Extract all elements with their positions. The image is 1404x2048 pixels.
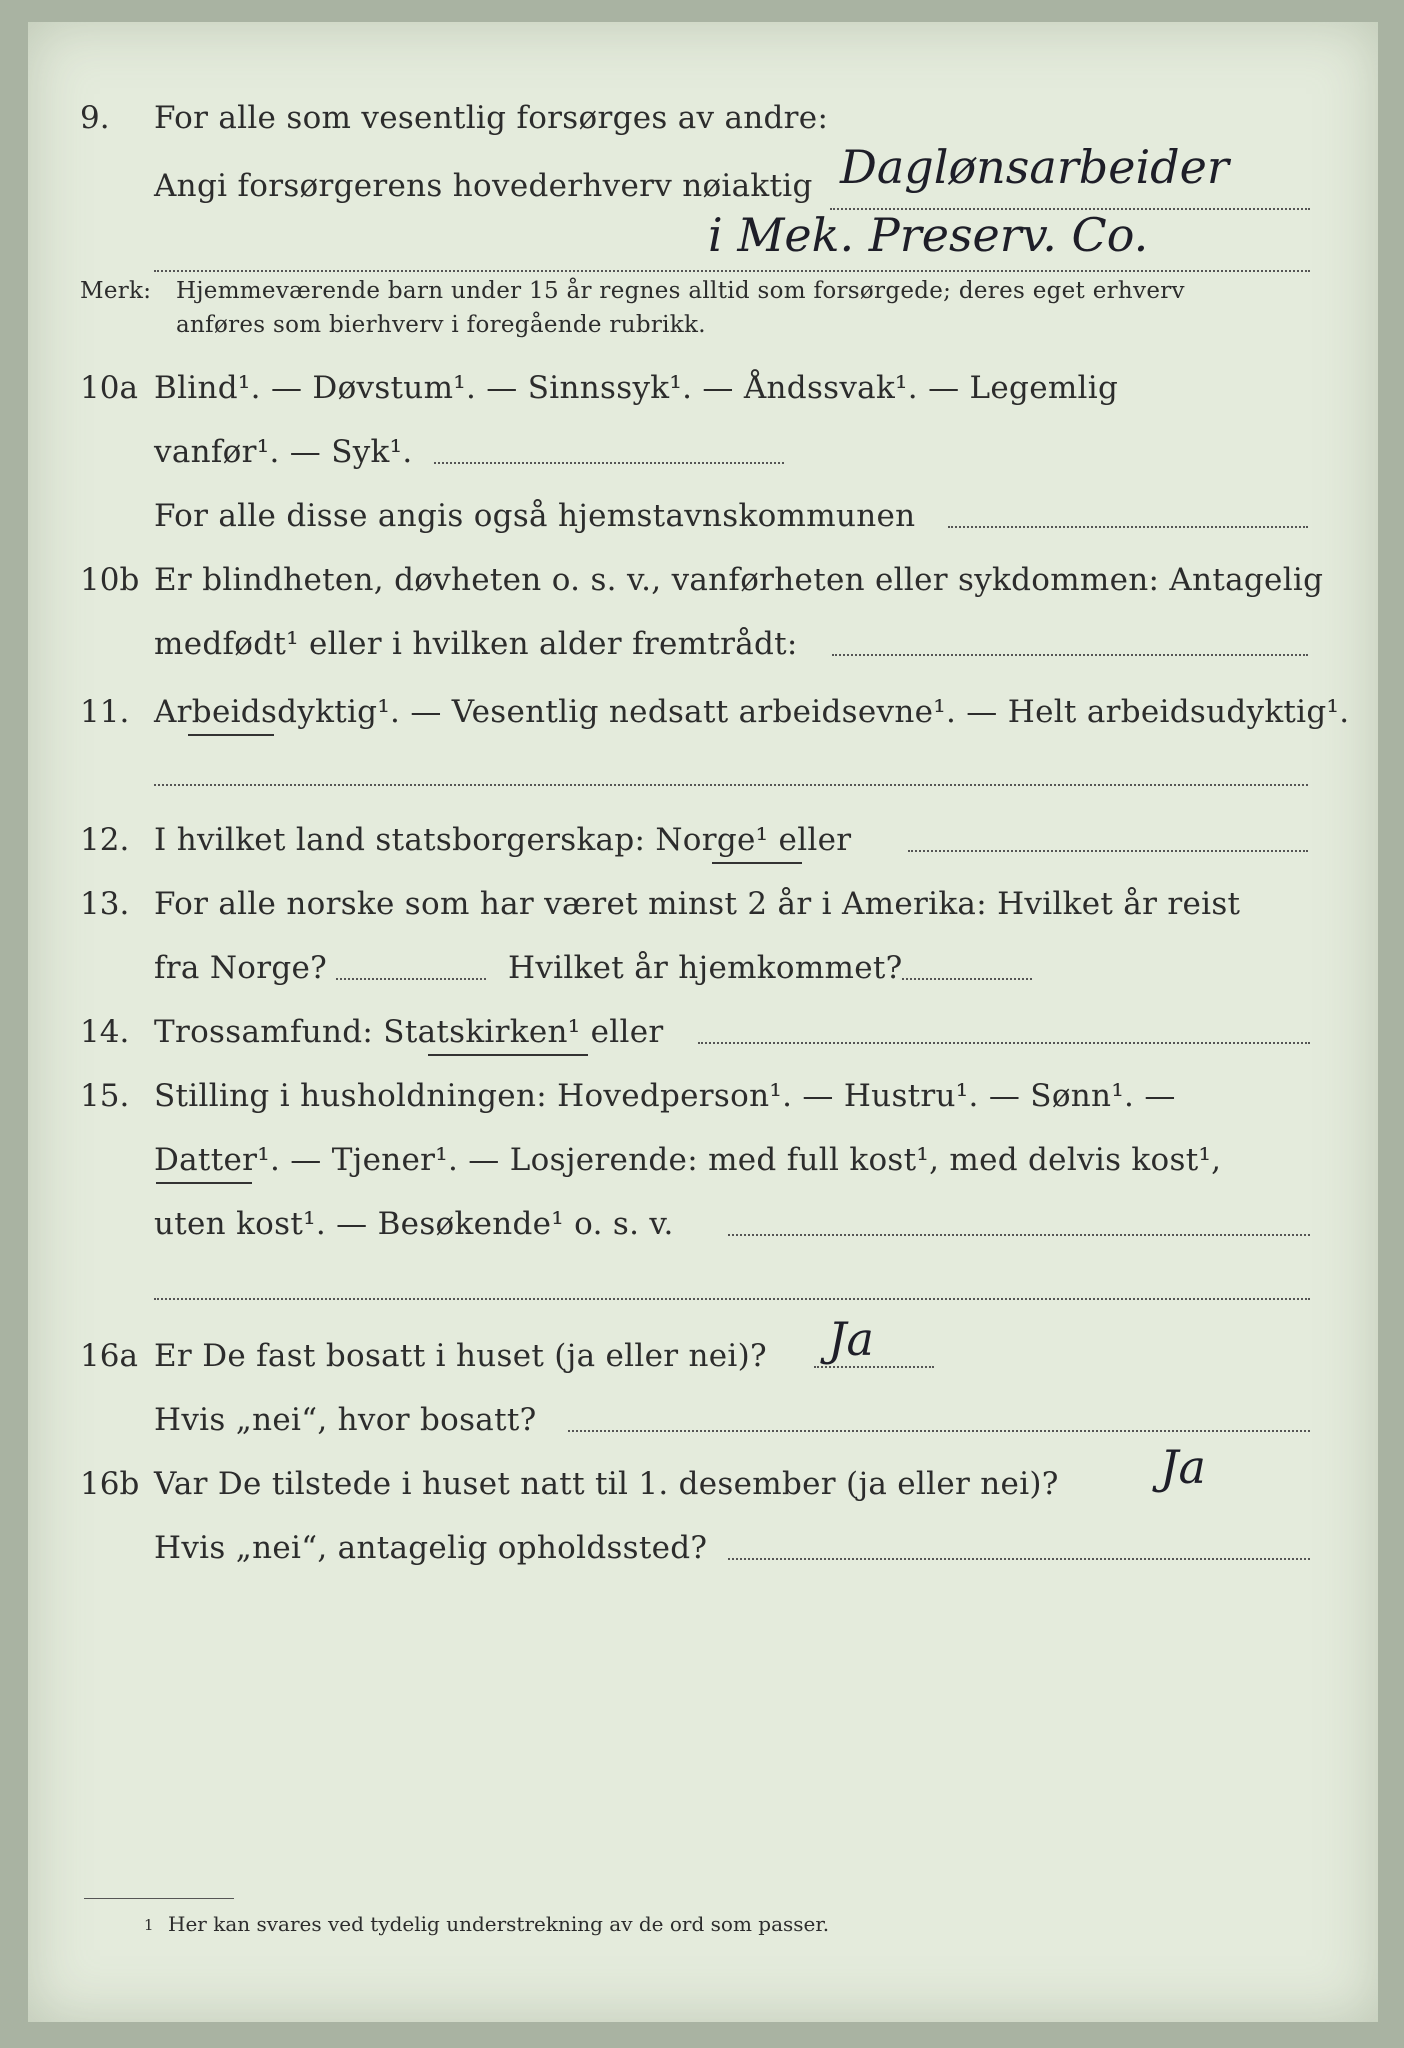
q16a-line2: Hvis „nei“, hvor bosatt? [154, 1402, 537, 1438]
q15-datter-underline [156, 1182, 252, 1184]
q13-number: 13. [80, 886, 130, 922]
q10a-line3-dots [948, 526, 1308, 528]
q10a-line2: vanfør¹. — Syk¹. [154, 434, 413, 470]
q16a-number: 16a [80, 1338, 138, 1374]
q16a-answer-handwriting: Ja [828, 1312, 874, 1366]
q11-arbeidsdyktig-underline [188, 734, 274, 736]
q10b-number: 10b [80, 562, 140, 598]
q14-answer-dots [698, 1042, 1310, 1044]
q10b-line2-dots [832, 654, 1308, 656]
q16b-line2: Hvis „nei“, antagelig opholdssted? [154, 1530, 708, 1566]
q10b-line2: medfødt¹ eller i hvilken alder fremtrådt: [154, 626, 798, 662]
q15-line3: uten kost¹. — Besøkende¹ o. s. v. [154, 1206, 674, 1242]
q13-line2a: fra Norge? [154, 950, 328, 986]
q16b-answer-handwriting: Ja [1160, 1440, 1206, 1494]
q16b-line1: Var De tilstede i huset natt til 1. desember (ja eller nei)? [154, 1466, 1059, 1502]
q12-norge-underline [712, 862, 802, 864]
q12-line1: I hvilket land statsborgerskap: Norge¹ eller [154, 822, 852, 858]
q16a-answer-dots [814, 1366, 934, 1368]
q12-number: 12. [80, 822, 130, 858]
q9-number: 9. [80, 100, 110, 136]
footnote-text: Her kan svares ved tydelig understrekning av de ord som passer. [168, 1912, 830, 1936]
footnote-rule [84, 1898, 234, 1899]
q14-line1: Trossamfund: Statskirken¹ eller [154, 1014, 664, 1050]
q9-answer2-handwriting: i Mek. Preserv. Co. [708, 208, 1149, 262]
q11-number: 11. [80, 694, 130, 730]
q15-line3-dots [728, 1234, 1310, 1236]
q10a-number: 10a [80, 370, 138, 406]
q9-answer1-handwriting: Daglønsarbeider [840, 140, 1229, 194]
merk-label: Merk: [80, 278, 152, 304]
q10a-line2-dots [434, 462, 784, 464]
q14-number: 14. [80, 1014, 130, 1050]
census-form-page [28, 22, 1378, 2022]
q10a-line1: Blind¹. — Døvstum¹. — Sinnssyk¹. — Åndssvak¹. — Legemlig [154, 370, 1119, 406]
q16b-number: 16b [80, 1466, 140, 1502]
q13-reist-dots [336, 978, 486, 980]
q13-hjemkommet-dots [902, 978, 1032, 980]
q9-answer2-line [154, 270, 1310, 272]
q16a-line1: Er De fast bosatt i huset (ja eller nei)? [154, 1338, 767, 1374]
q15-line2: Datter¹. — Tjener¹. — Losjerende: med full kost¹, med delvis kost¹, [154, 1142, 1222, 1178]
q9-line1: For alle som vesentlig forsørges av andre: [154, 100, 829, 136]
q13-line2b: Hvilket år hjemkommet? [508, 950, 903, 986]
q11-answer-dots [154, 784, 1308, 786]
q13-line1: For alle norske som har været minst 2 år i Amerika: Hvilket år reist [154, 886, 1241, 922]
q16b-line2-dots [728, 1558, 1310, 1560]
q12-answer-dots [908, 850, 1308, 852]
q10b-line1: Er blindheten, døvheten o. s. v., vanførheten eller sykdommen: Antagelig [154, 562, 1324, 598]
q14-statskirken-underline [428, 1054, 588, 1056]
merk-line1: Hjemmeværende barn under 15 år regnes alltid som forsørgede; deres eget erhverv [176, 278, 1185, 304]
merk-line2: anføres som bierhverv i foregående rubrikk. [176, 312, 706, 338]
q15-answer-dots [154, 1298, 1310, 1300]
q15-line1: Stilling i husholdningen: Hovedperson¹. — Hustru¹. — Sønn¹. — [154, 1078, 1176, 1114]
q15-number: 15. [80, 1078, 130, 1114]
footnote-mark: 1 [144, 1916, 154, 1934]
q9-line2: Angi forsørgerens hovederhverv nøiaktig [154, 168, 813, 204]
q11-line1: Arbeidsdyktig¹. — Vesentlig nedsatt arbeidsevne¹. — Helt arbeidsudyktig¹. [154, 694, 1350, 730]
q16a-line2-dots [568, 1430, 1310, 1432]
q10a-line3: For alle disse angis også hjemstavnskommunen [154, 498, 916, 534]
